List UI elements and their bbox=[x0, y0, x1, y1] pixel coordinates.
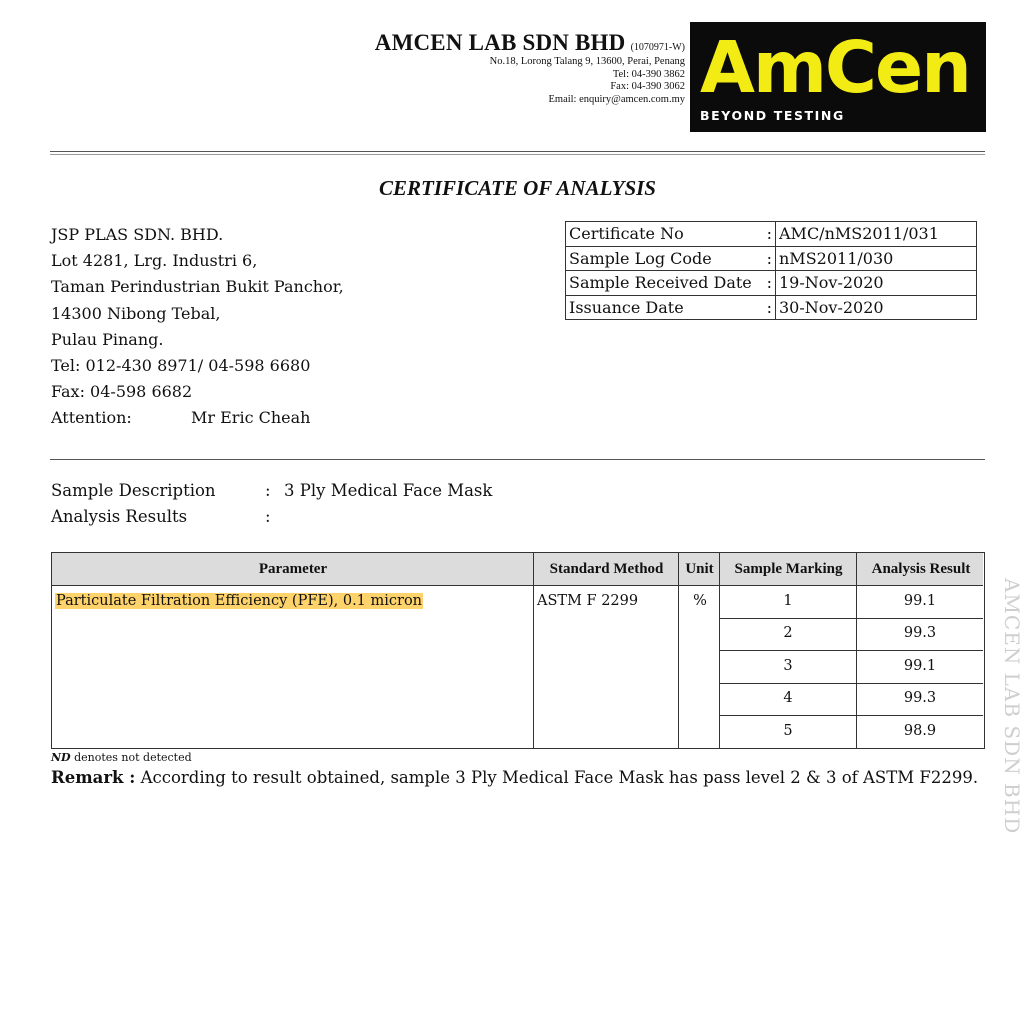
analysis-result-cell: 99.1 bbox=[903, 658, 937, 674]
nd-footnote bbox=[51, 751, 192, 764]
unit-cell: % bbox=[693, 593, 707, 609]
cert-value: 19-Nov-2020 bbox=[776, 271, 977, 296]
cert-label: Sample Log Code bbox=[569, 248, 712, 268]
client-line: Fax: 04-598 6682 bbox=[51, 382, 193, 402]
analysis-result-cell: 99.3 bbox=[903, 625, 937, 641]
company-email: Email: enquiry@amcen.com.my bbox=[548, 93, 685, 105]
company-reg-no: (1070971-W) bbox=[630, 42, 685, 53]
header-standard-method: Standard Method bbox=[549, 561, 664, 577]
header-analysis-result: Analysis Result bbox=[871, 561, 971, 577]
remark-text: According to result obtained, sample 3 Ply Medical Face Mask has pass level 2 & 3 of ASTM F2299. bbox=[135, 768, 979, 787]
sample-block bbox=[51, 478, 571, 530]
attention-row bbox=[51, 405, 344, 431]
row-divider bbox=[719, 683, 983, 684]
company-tel: Tel: 04-390 3862 bbox=[612, 68, 685, 80]
sample-marking-cell: 4 bbox=[783, 690, 793, 706]
cert-value: 30-Nov-2020 bbox=[776, 295, 977, 320]
client-address-block bbox=[51, 222, 344, 432]
amcen-logo bbox=[690, 22, 986, 132]
company-fax: Fax: 04-390 3062 bbox=[610, 81, 685, 93]
row-divider bbox=[719, 650, 983, 651]
cert-label: Certificate No bbox=[569, 224, 684, 244]
header-divider bbox=[50, 151, 985, 152]
company-address: No.18, Lorong Talang 9, 13600, Perai, Penang bbox=[489, 56, 685, 67]
nd-abbr: ND bbox=[51, 751, 71, 764]
client-line: Lot 4281, Lrg. Industri 6, bbox=[51, 251, 258, 271]
logo-tagline: BEYOND TESTING bbox=[700, 108, 845, 123]
results-header-row bbox=[52, 553, 983, 586]
header-divider-secondary bbox=[50, 154, 985, 155]
analysis-results-row: Analysis Results : bbox=[51, 507, 271, 526]
watermark-text: AMCEN LAB SDN BHD bbox=[1000, 578, 1024, 835]
row-divider bbox=[719, 618, 983, 619]
cert-row: Certificate No : AMC/nMS2011/031 bbox=[566, 222, 977, 247]
parameter-cell: Particulate Filtration Efficiency (PFE), 0.1 micron bbox=[56, 593, 423, 609]
cert-row: Issuance Date : 30-Nov-2020 bbox=[566, 295, 977, 320]
document-title: CERTIFICATE OF ANALYSIS bbox=[379, 176, 656, 200]
header-sample-marking: Sample Marking bbox=[734, 561, 843, 577]
sample-description-row: Sample Description : 3 Ply Medical Face Mask bbox=[51, 478, 571, 504]
sample-marking-cell: 3 bbox=[783, 658, 793, 674]
client-line: Taman Perindustrian Bukit Panchor, bbox=[51, 277, 344, 297]
header-parameter: Parameter bbox=[258, 561, 328, 577]
cert-row: Sample Log Code : nMS2011/030 bbox=[566, 246, 977, 271]
company-header bbox=[300, 30, 685, 106]
logo-brand-text: AmCen bbox=[700, 26, 970, 109]
nd-text: denotes not detected bbox=[70, 751, 192, 764]
sample-marking-cell: 1 bbox=[783, 593, 793, 609]
analysis-result-cell: 99.3 bbox=[903, 690, 937, 706]
attention-label: Attention: bbox=[51, 408, 132, 428]
cert-row: Sample Received Date : 19-Nov-2020 bbox=[566, 271, 977, 296]
cert-label: Issuance Date bbox=[569, 297, 684, 317]
sample-description-label: Sample Description bbox=[51, 481, 216, 500]
header-unit: Unit bbox=[685, 561, 714, 577]
cert-value: AMC/nMS2011/031 bbox=[776, 222, 977, 247]
certificate-info-table bbox=[565, 221, 977, 320]
remark bbox=[51, 768, 978, 787]
row-divider bbox=[719, 715, 983, 716]
client-line: JSP PLAS SDN. BHD. bbox=[51, 225, 224, 244]
analysis-result-cell: 99.1 bbox=[903, 593, 937, 609]
sample-marking-cell: 2 bbox=[783, 625, 793, 641]
remark-label: Remark : bbox=[51, 768, 136, 787]
cert-label: Sample Received Date bbox=[569, 273, 752, 293]
client-line: 14300 Nibong Tebal, bbox=[51, 303, 221, 323]
client-line: Tel: 012-430 8971/ 04-598 6680 bbox=[51, 356, 311, 376]
cert-value: nMS2011/030 bbox=[776, 246, 977, 271]
column-divider bbox=[678, 553, 679, 748]
analysis-result-cell: 98.9 bbox=[903, 723, 937, 739]
attention-name: Mr Eric Cheah bbox=[191, 408, 311, 428]
standard-method-cell: ASTM F 2299 bbox=[537, 593, 639, 609]
column-divider bbox=[533, 553, 534, 748]
company-name: AMCEN LAB SDN BHD bbox=[374, 30, 626, 55]
sample-description-value: 3 Ply Medical Face Mask bbox=[284, 481, 493, 500]
results-table bbox=[51, 552, 985, 749]
sample-marking-cell: 5 bbox=[783, 723, 793, 739]
client-line: Pulau Pinang. bbox=[51, 329, 164, 349]
analysis-results-label: Analysis Results bbox=[51, 507, 188, 526]
section-divider bbox=[50, 459, 985, 460]
